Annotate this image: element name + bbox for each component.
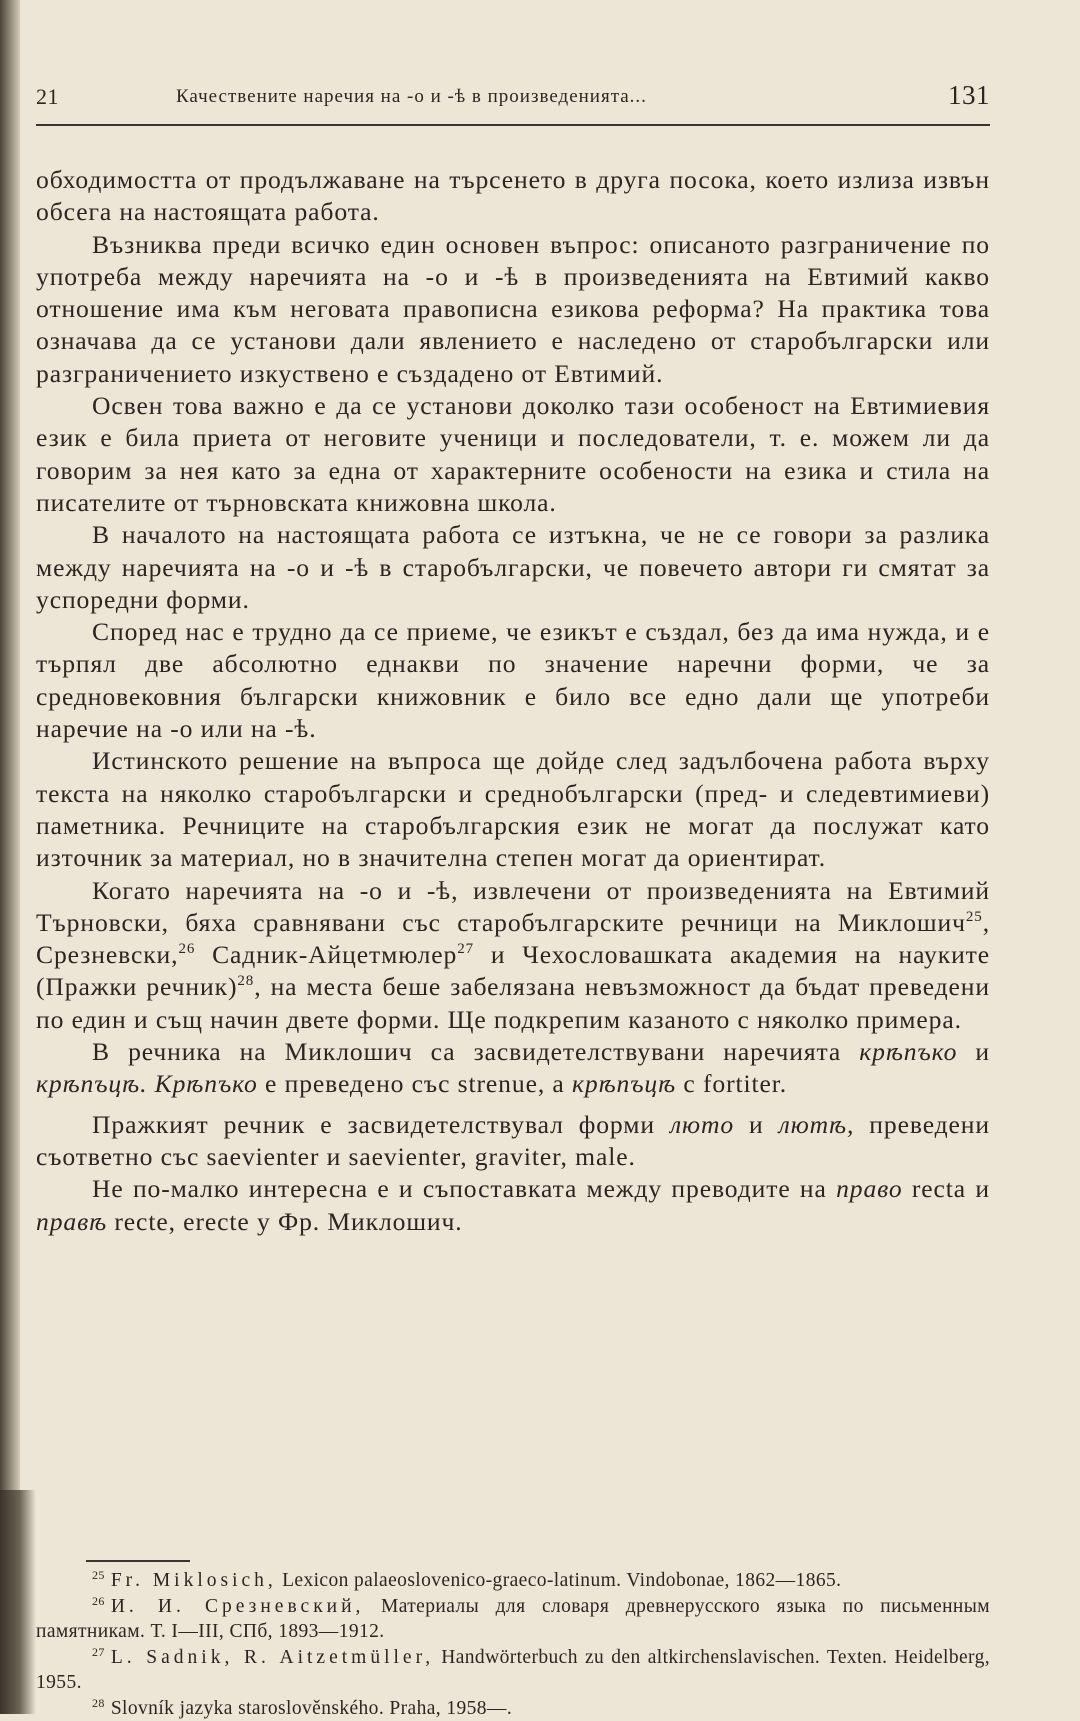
- text-run: Садник-Айцетмюлер: [195, 940, 457, 969]
- footnote-number: 26: [92, 1594, 105, 1608]
- footnote-author: И. И. Срезневский,: [111, 1596, 365, 1617]
- body-text: [36, 164, 990, 1238]
- footnote-rule: [86, 1560, 190, 1562]
- text-run: преведени съответно със saevienter и saevienter, graviter, male.: [36, 1110, 990, 1171]
- text-run: В речника на Миклошич са засвидетелствувани наречията: [92, 1037, 859, 1066]
- text-run: , на места беше забелязана невъзможност да бъдат преведени по един и същ начин двете форми. Ще подкрепим казаното с няколко примера.: [36, 972, 990, 1033]
- paragraph-7: [36, 875, 990, 1036]
- footnote-author: L. Sadnik, R. Aitzetmüller,: [111, 1647, 434, 1668]
- italic-word: крѣпъцѣ. Крѣпъко: [36, 1069, 258, 1098]
- paragraph-10: [36, 1173, 990, 1238]
- footnote-ref-26: 26: [178, 941, 195, 957]
- text-run: и Чехословашката академия на науките (Пражки речник): [36, 940, 990, 1001]
- text-run: Пражкият речник е засвидетелствувал форми: [92, 1110, 670, 1139]
- paragraph-9: [36, 1109, 990, 1174]
- footnote-text: Slovník jazyka staroslověnského. Praha, 1958—.: [111, 1698, 512, 1719]
- footnote-text: Материалы для словаря древнерусского языка по письменным памятникам. Т. I—III, СПб, 1893—1912.: [36, 1596, 990, 1643]
- italic-word: люто: [670, 1110, 734, 1139]
- paragraph-2: Възниква преди всичко един основен въпрос: описаното разграничение по употреба между наречията на -о и -ѣ в произведенията на Евтимий какво отношение има към неговата правописна езикова реформа? На практика това означава да се установи дали явлението е наследено от старобългарски или разграничението изкуствено е създадено от Евтимий.: [36, 229, 990, 390]
- book-spine-shadow: [0, 0, 20, 1714]
- book-spine-shadow-bottom: [0, 1490, 36, 1714]
- footnote-ref-25: 25: [966, 909, 983, 925]
- page-number: 131: [948, 80, 990, 111]
- italic-word: крѣпъцѣ: [572, 1069, 676, 1098]
- italic-word: правѣ: [36, 1207, 107, 1236]
- footnote-27: [36, 1645, 990, 1696]
- book-page: [36, 72, 990, 112]
- footnote-author: Fr. Miklosich,: [111, 1570, 277, 1591]
- paragraph-6: Истинското решение на въпроса ще дойде след задълбочена работа върху текста на няколко старобългарски и среднобългарски (пред- и следевтимиеви) паметника. Речниците на старобългарския език не могат да послужат като източник за материал, но в значителна степен могат да ориентират.: [36, 745, 990, 874]
- footnote-text: Handwörterbuch zu den altkirchenslavischen. Texten. Heidelberg, 1955.: [36, 1647, 990, 1694]
- paragraph-8: [36, 1036, 990, 1101]
- footnote-ref-28: 28: [237, 973, 254, 989]
- italic-word: лютѣ,: [779, 1110, 855, 1139]
- section-number: 21: [36, 84, 59, 110]
- text-run: Не по-малко интересна е и съпоставката между преводите на: [92, 1174, 836, 1203]
- footnote-26: [36, 1594, 990, 1645]
- text-run: и: [734, 1110, 779, 1139]
- running-header: [36, 72, 990, 112]
- text-run: , Срезневски,: [36, 908, 990, 969]
- header-rule: [36, 124, 990, 126]
- footnote-number: 28: [92, 1696, 105, 1710]
- footnote-text: Lexicon palaeoslovenico-graeco-latinum. Vindobonae, 1862—1865.: [277, 1570, 842, 1591]
- text-run: Когато наречията на -о и -ѣ, извлечени от произведенията на Евтимий Търновски, бяха сравнявани със старобългарските речници на Миклошич: [36, 876, 990, 937]
- text-run: и: [957, 1037, 990, 1066]
- italic-word: право: [836, 1174, 902, 1203]
- footnote-number: 27: [92, 1645, 105, 1659]
- running-title: Качествените наречия на -о и -ѣ в произведенията...: [176, 86, 647, 108]
- text-run: recta и: [903, 1174, 990, 1203]
- footnote-ref-27: 27: [457, 941, 474, 957]
- footnote-number: 25: [92, 1568, 105, 1582]
- paragraph-1: обходимостта от продължаване на търсенето в друга посока, което излиза извън обсега на настоящата работа.: [36, 164, 990, 229]
- paragraph-5: Според нас е трудно да се приеме, че езикът е създал, без да има нужда, и е търпял две абсолютно еднакви по значение наречни форми, че за средновековния български книжовник е било все едно дали ще употреби наречие на -о или на -ѣ.: [36, 616, 990, 745]
- text-run: с fortiter.: [676, 1069, 787, 1098]
- text-run: recte, erecte у Фр. Миклошич.: [107, 1207, 463, 1236]
- text-run: е преведено със strenue, а: [258, 1069, 572, 1098]
- paragraph-4: В началото на настоящата работа се изтъкна, че не се говори за разлика между наречията на -о и -ѣ в старобългарски, че повечето автори ги смятат за успоредни форми.: [36, 519, 990, 616]
- italic-word: крѣпъко: [859, 1037, 957, 1066]
- footnotes: [36, 1568, 990, 1721]
- footnote-25: [36, 1568, 990, 1594]
- footnote-28: [36, 1696, 990, 1721]
- paragraph-3: Освен това важно е да се установи доколко тази особеност на Евтимиевия език е била приета от неговите ученици и последователи, т. е. можем ли да говорим за нея като за една от характерните особености на езика и стила на писателите от търновската книжовна школа.: [36, 390, 990, 519]
